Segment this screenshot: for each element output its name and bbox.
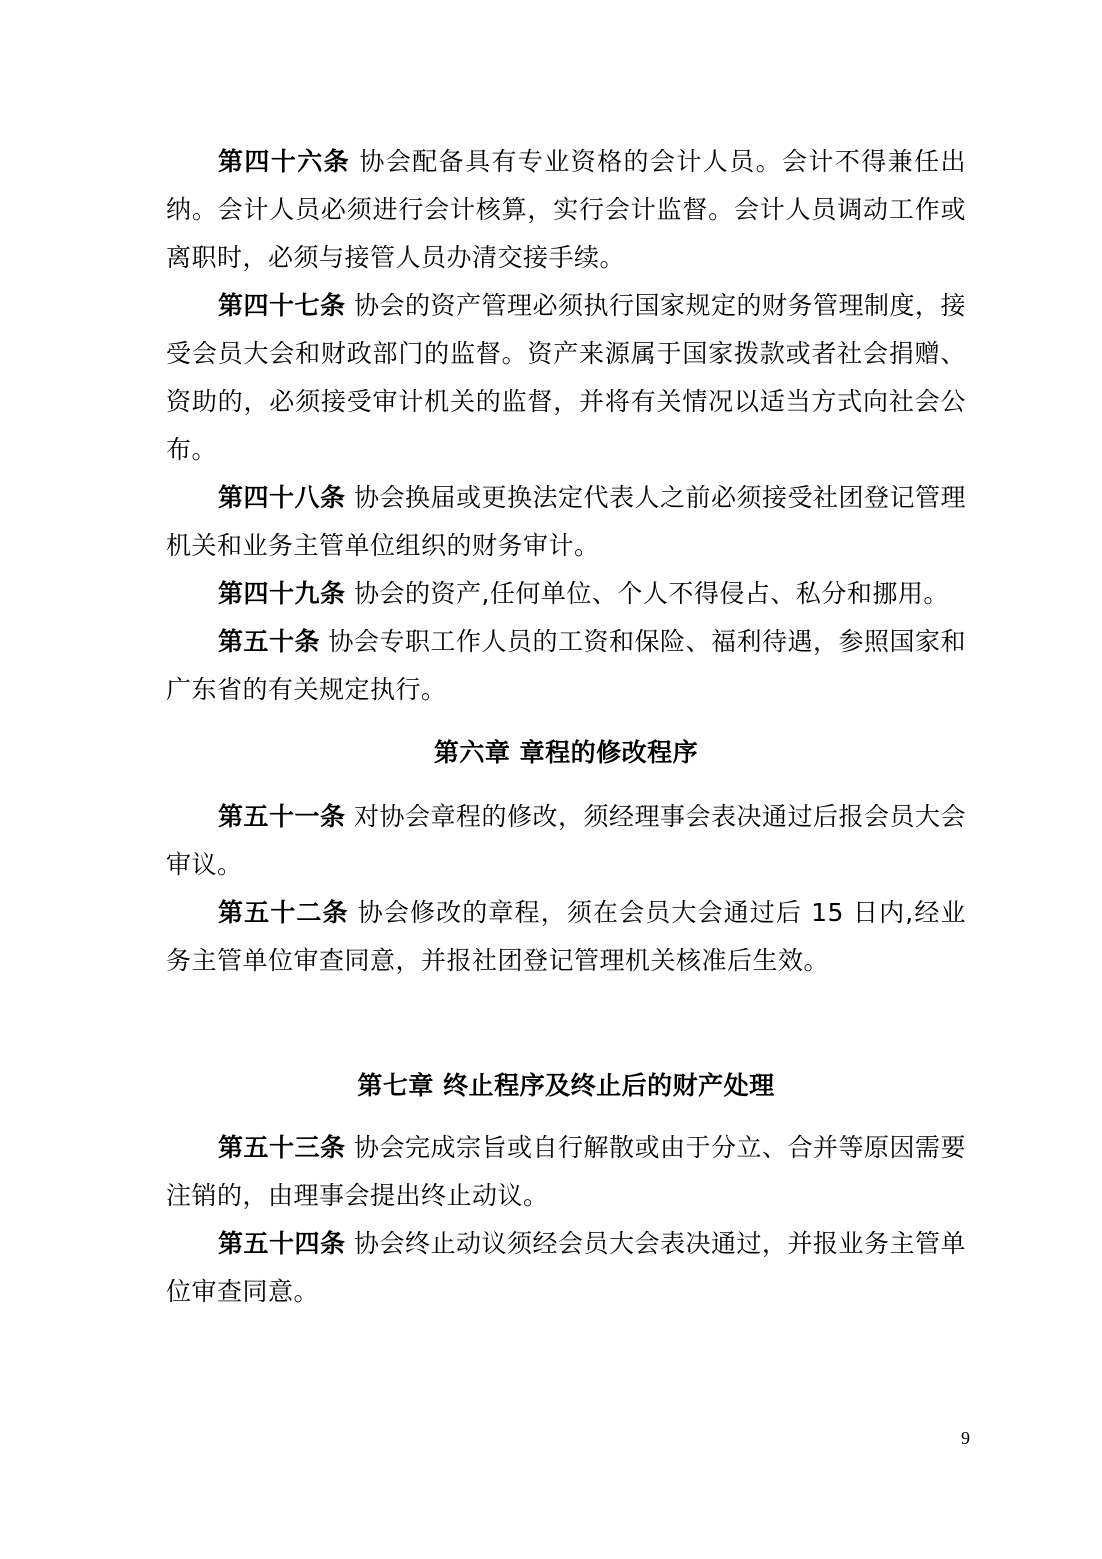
article-text: 协会完成宗旨或自行解散或由于分立、合并等原因需要注销的，由理事会提出终止动议。 — [166, 1133, 966, 1210]
article-46 — [166, 138, 966, 282]
article-50 — [166, 618, 966, 714]
article-51 — [166, 793, 966, 889]
article-53 — [166, 1124, 966, 1220]
article-text: 协会的资产,任何单位、个人不得侵占、私分和挪用。 — [345, 579, 949, 608]
article-52 — [166, 889, 966, 985]
article-number: 第五十三条 — [218, 1133, 346, 1162]
page-number: 9 — [961, 1428, 970, 1448]
article-text: 协会的资产管理必须执行国家规定的财务管理制度，接受会员大会和财政部门的监督。资产来源属于国家拨款或者社会捐赠、资助的，必须接受审计机关的监督，并将有关情况以适当方式向社会公布。 — [166, 291, 966, 464]
article-number: 第五十一条 — [218, 802, 346, 831]
article-number: 第四十七条 — [218, 291, 346, 320]
article-text: 对协会章程的修改，须经理事会表决通过后报会员大会审议。 — [166, 802, 966, 879]
article-text: 协会终止动议须经会员大会表决通过，并报业务主管单位审查同意。 — [166, 1229, 966, 1306]
article-54 — [166, 1220, 966, 1316]
article-number: 第五十二条 — [218, 898, 349, 927]
article-text: 协会换届或更换法定代表人之前必须接受社团登记管理机关和业务主管单位组织的财务审计。 — [166, 483, 966, 560]
article-49 — [166, 570, 966, 618]
article-number: 第四十六条 — [218, 147, 351, 176]
article-text: 协会专职工作人员的工资和保险、福利待遇，参照国家和广东省的有关规定执行。 — [166, 627, 966, 704]
chapter-7-heading: 第七章 终止程序及终止后的财产处理 — [357, 1071, 775, 1100]
article-number: 第五十四条 — [218, 1229, 346, 1258]
article-47 — [166, 282, 966, 474]
article-text: 协会修改的章程，须在会员大会通过后 15 日内,经业务主管单位审查同意，并报社团登记管理机关核准后生效。 — [166, 898, 966, 975]
article-number: 第五十条 — [218, 627, 321, 656]
article-number: 第四十九条 — [218, 579, 346, 608]
article-48 — [166, 474, 966, 570]
article-number: 第四十八条 — [218, 483, 346, 512]
chapter-6-heading: 第六章 章程的修改程序 — [433, 738, 699, 767]
article-text: 协会配备具有专业资格的会计人员。会计不得兼任出纳。会计人员必须进行会计核算，实行会计监督。会计人员调动工作或离职时，必须与接管人员办清交接手续。 — [166, 147, 966, 272]
